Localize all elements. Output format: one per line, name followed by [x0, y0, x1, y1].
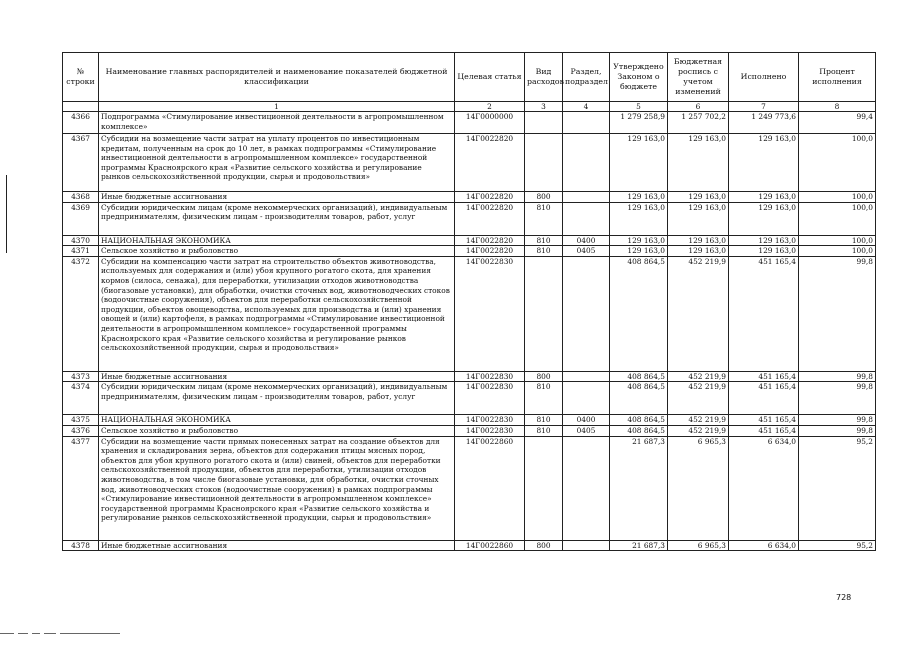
row-number-cell: 4368: [63, 192, 99, 203]
percent-cell: 99,8: [799, 425, 876, 436]
column-number-cell: 3: [525, 102, 563, 112]
row-number-cell: 4366: [63, 112, 99, 134]
column-header-section: Раздел, подраздел: [563, 53, 610, 102]
column-number-row: [63, 102, 876, 112]
expense-type-cell: [525, 112, 563, 134]
executed-cell: 129 163,0: [729, 202, 799, 235]
section-cell: 0400: [563, 235, 610, 246]
section-cell: [563, 371, 610, 382]
column-header-row-number: № строки: [63, 53, 99, 102]
name-cell: НАЦИОНАЛЬНАЯ ЭКОНОМИКА: [99, 235, 455, 246]
percent-cell: 100,0: [799, 134, 876, 192]
expense-type-cell: 810: [525, 235, 563, 246]
executed-cell: 6 634,0: [729, 436, 799, 540]
executed-cell: 129 163,0: [729, 235, 799, 246]
expense-type-cell: 800: [525, 540, 563, 551]
column-header-executed: Исполнено: [729, 53, 799, 102]
executed-cell: 129 163,0: [729, 134, 799, 192]
executed-cell: 451 165,4: [729, 371, 799, 382]
table-row: [63, 246, 876, 257]
percent-cell: 100,0: [799, 246, 876, 257]
executed-cell: 1 249 773,6: [729, 112, 799, 134]
percent-cell: 99,8: [799, 382, 876, 415]
section-cell: [563, 382, 610, 415]
row-number-cell: 4373: [63, 371, 99, 382]
approved-cell: 129 163,0: [610, 235, 668, 246]
expense-type-cell: [525, 436, 563, 540]
approved-cell: 408 864,5: [610, 382, 668, 415]
section-cell: 0405: [563, 425, 610, 436]
scan-edge-marks: [0, 633, 140, 635]
percent-cell: 100,0: [799, 235, 876, 246]
page-number: 728: [836, 593, 852, 602]
approved-cell: 408 864,5: [610, 425, 668, 436]
name-cell: Субсидии юридическим лицам (кроме некоммерческих организаций), индивидуальным предпринимателям, физическим лицам - производителям товаров, работ, услуг: [99, 202, 455, 235]
name-cell: Сельское хозяйство и рыболовство: [99, 246, 455, 257]
budget-painting-cell: 129 163,0: [668, 246, 729, 257]
target-article-cell: 14Г0022860: [455, 436, 525, 540]
target-article-cell: 14Г0022820: [455, 202, 525, 235]
target-article-cell: 14Г0022860: [455, 540, 525, 551]
column-number-cell: [63, 102, 99, 112]
name-cell: Субсидии на компенсацию части затрат на строительство объектов животноводства, используемых для содержания и (или) убоя крупного рогатого скота, для хранения кормов (силоса, сенажа), для переработки, утилизации отходов животноводства (биогазовые установки), для обработки, очистки сточных вод, животноводческих стоков (водоочистные сооружения), объектов для переработки сельскохозяйственной продукции, объектов овощеводства, используемых для производства и (или) хранения овощей и (или) картофеля, в рамках подпрограммы «Стимулирование инвестиционной деятельности в агропромышленном комплексе» государственной программы Красноярского края «Развитие сельского хозяйства и регулирование рынков сельскохозяйственной продукции, сырья и продовольствия»: [99, 256, 455, 371]
section-cell: [563, 192, 610, 203]
executed-cell: 451 165,4: [729, 256, 799, 371]
target-article-cell: 14Г0022820: [455, 246, 525, 257]
name-cell: Субсидии юридическим лицам (кроме некоммерческих организаций), индивидуальным предпринимателям, физическим лицам - производителям товаров, работ, услуг: [99, 382, 455, 415]
section-cell: 0405: [563, 246, 610, 257]
approved-cell: 129 163,0: [610, 202, 668, 235]
table-row: [63, 112, 876, 134]
row-number-cell: 4372: [63, 256, 99, 371]
table-row: [63, 436, 876, 540]
table-row: [63, 134, 876, 192]
budget-painting-cell: 452 219,9: [668, 382, 729, 415]
column-number-cell: 2: [455, 102, 525, 112]
table-header-row: [63, 53, 876, 102]
column-number-cell: 5: [610, 102, 668, 112]
budget-painting-cell: 452 219,9: [668, 415, 729, 426]
expense-type-cell: 810: [525, 415, 563, 426]
column-header-expense-type: Вид расходов: [525, 53, 563, 102]
executed-cell: 451 165,4: [729, 382, 799, 415]
column-header-budget-painting: Бюджетная роспись с учетом изменений: [668, 53, 729, 102]
table-row: [63, 256, 876, 371]
row-number-cell: 4370: [63, 235, 99, 246]
table-row: [63, 192, 876, 203]
percent-cell: 99,4: [799, 112, 876, 134]
section-cell: [563, 256, 610, 371]
percent-cell: 100,0: [799, 192, 876, 203]
budget-painting-cell: 129 163,0: [668, 235, 729, 246]
expense-type-cell: 800: [525, 192, 563, 203]
column-header-target-article: Целевая статья: [455, 53, 525, 102]
approved-cell: 21 687,3: [610, 436, 668, 540]
section-cell: [563, 540, 610, 551]
section-cell: [563, 112, 610, 134]
approved-cell: 129 163,0: [610, 246, 668, 257]
approved-cell: 408 864,5: [610, 371, 668, 382]
expense-type-cell: 810: [525, 202, 563, 235]
executed-cell: 451 165,4: [729, 425, 799, 436]
budget-painting-cell: 1 257 702,2: [668, 112, 729, 134]
table-row: [63, 415, 876, 426]
budget-painting-cell: 6 965,3: [668, 436, 729, 540]
approved-cell: 1 279 258,9: [610, 112, 668, 134]
row-number-cell: 4374: [63, 382, 99, 415]
percent-cell: 95,2: [799, 436, 876, 540]
name-cell: Подпрограмма «Стимулирование инвестиционной деятельности в агропромышленном комплексе»: [99, 112, 455, 134]
row-number-cell: 4376: [63, 425, 99, 436]
percent-cell: 99,8: [799, 371, 876, 382]
column-number-cell: 1: [99, 102, 455, 112]
expense-type-cell: 810: [525, 246, 563, 257]
executed-cell: 129 163,0: [729, 192, 799, 203]
table-row: [63, 425, 876, 436]
executed-cell: 451 165,4: [729, 415, 799, 426]
row-number-cell: 4367: [63, 134, 99, 192]
executed-cell: 129 163,0: [729, 246, 799, 257]
target-article-cell: 14Г0022820: [455, 192, 525, 203]
column-number-cell: 8: [799, 102, 876, 112]
row-number-cell: 4369: [63, 202, 99, 235]
row-number-cell: 4375: [63, 415, 99, 426]
table-row: [63, 371, 876, 382]
column-header-name: Наименование главных распорядителей и наименование показателей бюджетной классификации: [99, 53, 455, 102]
name-cell: Субсидии на возмещение части прямых понесенных затрат на создание объектов для хранения и складирования зерна, объектов для содержания птицы мясных пород, объектов для убоя крупного рогатого скота и (или) свиней, объектов для переработки сельскохозяйственной продукции, объектов для переработки, утилизации отходов животноводства, в том числе биогазовые установки, для обработки, очистки сточных вод, животноводческих стоков (водоочистные сооружения) в рамках подпрограммы «Стимулирование инвестиционной деятельности в агропромышленном комплексе» государственной программы Красноярского края «Развитие сельского хозяйства и регулирование рынков сельскохозяйственной продукции, сырья и продовольствия»: [99, 436, 455, 540]
target-article-cell: 14Г0022830: [455, 425, 525, 436]
budget-painting-cell: 129 163,0: [668, 202, 729, 235]
expense-type-cell: [525, 134, 563, 192]
expense-type-cell: [525, 256, 563, 371]
budget-painting-cell: 452 219,9: [668, 256, 729, 371]
column-number-cell: 7: [729, 102, 799, 112]
name-cell: Иные бюджетные ассигнования: [99, 540, 455, 551]
table-row: [63, 382, 876, 415]
percent-cell: 99,8: [799, 256, 876, 371]
column-header-approved: Утверждено Законом о бюджете: [610, 53, 668, 102]
executed-cell: 6 634,0: [729, 540, 799, 551]
column-number-cell: 4: [563, 102, 610, 112]
row-number-cell: 4371: [63, 246, 99, 257]
expense-type-cell: 810: [525, 382, 563, 415]
target-article-cell: 14Г0022830: [455, 415, 525, 426]
approved-cell: 129 163,0: [610, 134, 668, 192]
section-cell: [563, 436, 610, 540]
budget-painting-cell: 6 965,3: [668, 540, 729, 551]
target-article-cell: 14Г0022820: [455, 235, 525, 246]
approved-cell: 129 163,0: [610, 192, 668, 203]
name-cell: Сельское хозяйство и рыболовство: [99, 425, 455, 436]
section-cell: [563, 202, 610, 235]
budget-painting-cell: 452 219,9: [668, 371, 729, 382]
name-cell: НАЦИОНАЛЬНАЯ ЭКОНОМИКА: [99, 415, 455, 426]
target-article-cell: 14Г0022830: [455, 256, 525, 371]
approved-cell: 408 864,5: [610, 415, 668, 426]
approved-cell: 21 687,3: [610, 540, 668, 551]
budget-painting-cell: 129 163,0: [668, 192, 729, 203]
table-row: [63, 235, 876, 246]
row-number-cell: 4377: [63, 436, 99, 540]
budget-execution-table: [62, 52, 876, 551]
row-number-cell: 4378: [63, 540, 99, 551]
target-article-cell: 14Г0022830: [455, 382, 525, 415]
column-number-cell: 6: [668, 102, 729, 112]
target-article-cell: 14Г0000000: [455, 112, 525, 134]
expense-type-cell: 800: [525, 371, 563, 382]
name-cell: Субсидии на возмещение части затрат на уплату процентов по инвестиционным кредитам, полученным на срок до 10 лет, в рамках подпрограммы «Стимулирование инвестиционной деятельности в агропромышленном комплексе» государственной программы Красноярского края «Развитие сельского хозяйства и регулирование рынков сельскохозяйственной продукции, сырья и продовольствия»: [99, 134, 455, 192]
expense-type-cell: 810: [525, 425, 563, 436]
target-article-cell: 14Г0022830: [455, 371, 525, 382]
percent-cell: 100,0: [799, 202, 876, 235]
column-header-percent: Процент исполнения: [799, 53, 876, 102]
section-cell: 0400: [563, 415, 610, 426]
budget-painting-cell: 129 163,0: [668, 134, 729, 192]
name-cell: Иные бюджетные ассигнования: [99, 192, 455, 203]
approved-cell: 408 864,5: [610, 256, 668, 371]
percent-cell: 95,2: [799, 540, 876, 551]
table-row: [63, 540, 876, 551]
margin-rule: [6, 175, 7, 253]
percent-cell: 99,8: [799, 415, 876, 426]
budget-painting-cell: 452 219,9: [668, 425, 729, 436]
section-cell: [563, 134, 610, 192]
table-row: [63, 202, 876, 235]
name-cell: Иные бюджетные ассигнования: [99, 371, 455, 382]
target-article-cell: 14Г0022820: [455, 134, 525, 192]
